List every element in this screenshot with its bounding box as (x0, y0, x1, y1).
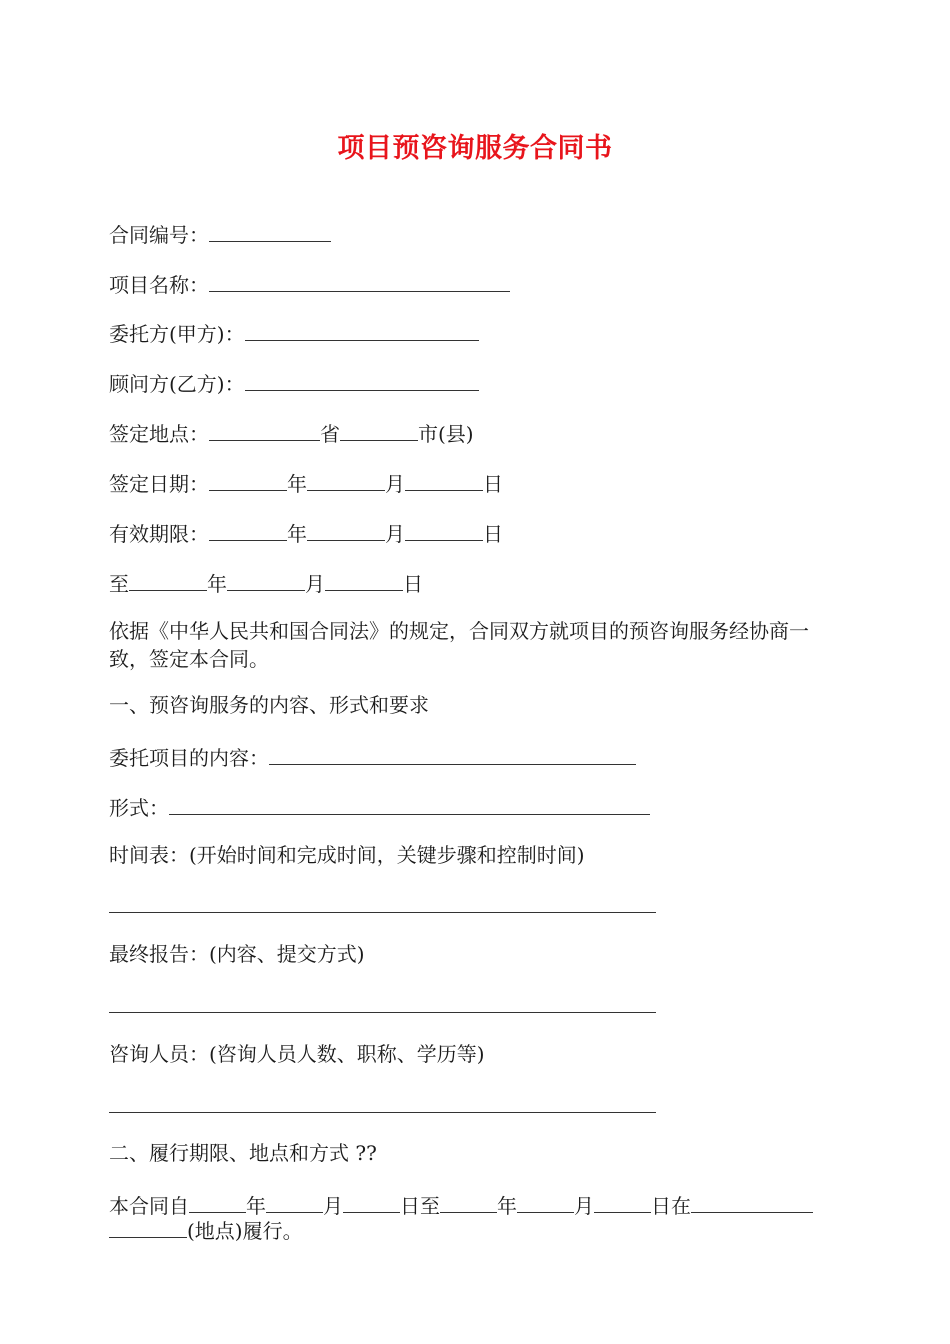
content-row (109, 742, 636, 771)
sign-place-label: 签定地点： (109, 422, 209, 446)
schedule-label: 时间表：(开始时间和完成时间，关键步骤和控制时间) (109, 843, 585, 867)
year-label: 年 (287, 472, 307, 496)
sign-year-field[interactable] (209, 468, 287, 491)
perform-to-month-field[interactable] (517, 1190, 574, 1213)
report-label: 最终报告：(内容、提交方式) (109, 942, 365, 966)
project-name-field[interactable] (209, 269, 510, 292)
month-label: 月 (323, 1194, 343, 1218)
perform-place-field-1[interactable] (691, 1190, 813, 1213)
consultant-row (109, 368, 479, 397)
perform-from-year-field[interactable] (189, 1190, 246, 1213)
project-name-row (109, 269, 510, 298)
year-label: 年 (287, 522, 307, 546)
section-1-heading: 一、预咨询服务的内容、形式和要求 (109, 693, 429, 717)
to-month-field[interactable] (227, 568, 305, 591)
form-field[interactable] (169, 792, 650, 815)
month-label: 月 (385, 522, 405, 546)
contract-title: 项目预咨询服务合同书 (337, 133, 613, 164)
to-label: 至 (109, 572, 129, 596)
contract-no-field[interactable] (209, 219, 331, 242)
schedule-field[interactable] (109, 912, 656, 913)
valid-month-field[interactable] (307, 518, 385, 541)
day-label: 日 (483, 472, 503, 496)
content-field[interactable] (269, 742, 636, 765)
month-label: 月 (574, 1194, 594, 1218)
valid-label: 有效期限： (109, 522, 209, 546)
city-label: 市(县) (418, 422, 474, 446)
province-label: 省 (320, 422, 340, 446)
contract-no-label: 合同编号： (109, 223, 209, 247)
form-label: 形式： (109, 796, 169, 820)
client-row (109, 318, 479, 347)
day-label: 日 (483, 522, 503, 546)
project-name-label: 项目名称： (109, 273, 209, 297)
to-day-field[interactable] (325, 568, 403, 591)
report-field[interactable] (109, 1012, 656, 1013)
perform-to-day-field[interactable] (594, 1190, 651, 1213)
valid-to-row (109, 568, 423, 597)
perform-to-label: 日至 (400, 1194, 440, 1218)
month-label: 月 (385, 472, 405, 496)
perform-from-day-field[interactable] (343, 1190, 400, 1213)
consultant-field[interactable] (245, 368, 479, 391)
client-label: 委托方(甲方)： (109, 322, 245, 346)
sign-place-row (109, 418, 474, 447)
valid-day-field[interactable] (405, 518, 483, 541)
day-label: 日 (403, 572, 423, 596)
sign-date-row (109, 468, 503, 497)
sign-day-field[interactable] (405, 468, 483, 491)
city-field[interactable] (340, 418, 418, 441)
client-field[interactable] (245, 318, 479, 341)
perform-to-year-field[interactable] (440, 1190, 497, 1213)
perform-from-month-field[interactable] (266, 1190, 323, 1213)
intro-paragraph: 依据《中华人民共和国合同法》的规定，合同双方就项目的预咨询服务经协商一致，签定本合同。 (109, 619, 809, 671)
perform-place-row (109, 1215, 303, 1244)
valid-year-field[interactable] (209, 518, 287, 541)
staff-field[interactable] (109, 1112, 656, 1113)
perform-place-label: (地点)履行。 (187, 1219, 303, 1243)
to-year-field[interactable] (129, 568, 207, 591)
sign-month-field[interactable] (307, 468, 385, 491)
staff-label: 咨询人员：(咨询人员人数、职称、学历等) (109, 1042, 485, 1066)
perform-from-label: 本合同自 (109, 1194, 189, 1218)
year-label: 年 (497, 1194, 517, 1218)
form-row (109, 792, 650, 821)
year-label: 年 (246, 1194, 266, 1218)
perform-at-label: 日在 (651, 1194, 691, 1218)
consultant-label: 顾问方(乙方)： (109, 372, 245, 396)
section-2-heading: 二、履行期限、地点和方式 ?? (109, 1141, 377, 1165)
content-label: 委托项目的内容： (109, 746, 269, 770)
contract-no-row (109, 219, 331, 248)
sign-date-label: 签定日期： (109, 472, 209, 496)
valid-row (109, 518, 503, 547)
month-label: 月 (305, 572, 325, 596)
year-label: 年 (207, 572, 227, 596)
perform-place-field-2[interactable] (109, 1215, 187, 1238)
province-field[interactable] (209, 418, 320, 441)
